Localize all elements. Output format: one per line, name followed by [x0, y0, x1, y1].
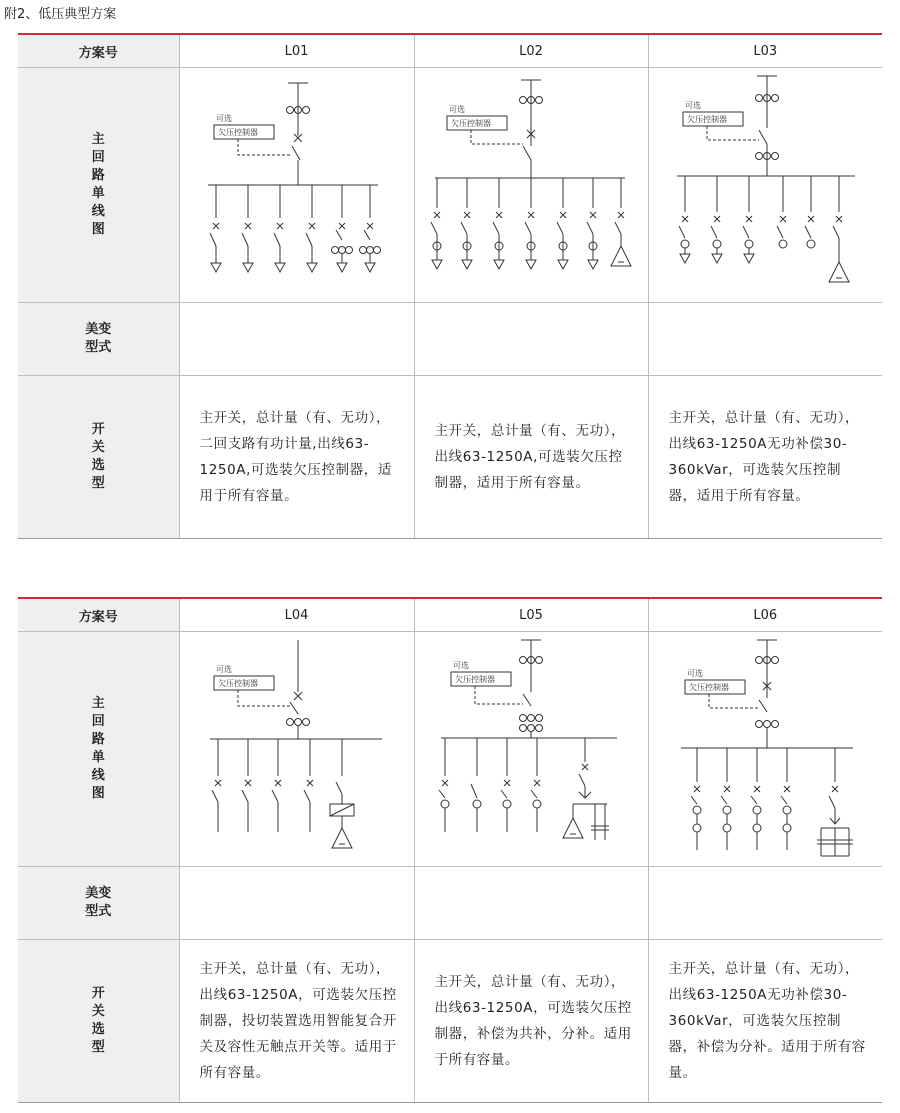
scheme-id: L06: [648, 598, 882, 632]
controller-text: 欠压控制器: [454, 675, 495, 684]
wiring-diagram-L05: [415, 632, 649, 866]
feeder-group: [431, 178, 631, 269]
feeder-group: [439, 738, 609, 840]
header-row: [18, 34, 882, 68]
scheme-description: 主开关，总计量（有、无功），二回支路有功计量,出线63-1250A,可选装欠压控制器，适用于所有容量。: [199, 410, 392, 504]
optional-text: 可选: [448, 105, 465, 114]
diagram-row: [18, 68, 882, 303]
optional-text: 可选: [686, 669, 703, 678]
wiring-diagram-L06: [649, 632, 883, 866]
header-row: [18, 598, 882, 632]
scheme-id: L03: [648, 34, 882, 68]
optional-text: 可选: [215, 114, 232, 123]
scheme-id: L01: [179, 34, 414, 68]
scheme-description: 主开关，总计量（有、无功），出线63-1250A,可选装欠压控制器，适用于所有容量。: [434, 423, 626, 491]
scheme-no-label: 方案号: [18, 598, 179, 632]
beauty-cell-L01: [179, 303, 414, 376]
feeder-group: [679, 176, 849, 282]
optional-text: 可选: [452, 661, 469, 670]
optional-text: 可选: [215, 665, 232, 674]
switch-row: [18, 376, 882, 539]
scheme-description: 主开关，总计量（有、无功），出线63-1250A，可选装欠压控制器，投切装置选用智能复合开关及容性无触点开关等。适用于所有容量。: [199, 961, 397, 1081]
switch-select-label: 开关选型: [91, 986, 105, 1055]
controller-text: 欠压控制器: [450, 119, 491, 128]
optional-text: 可选: [684, 101, 701, 110]
scheme-id: L02: [414, 34, 648, 68]
controller-text: 欠压控制器: [686, 115, 727, 124]
main-circuit-label: 主回路单线图: [91, 132, 105, 237]
beauty-type-label: 美变型式: [85, 322, 112, 355]
wiring-diagram-L02: [415, 68, 649, 302]
scheme-id: L04: [179, 598, 414, 632]
beauty-cell-L06: [648, 867, 882, 940]
switch-row: [18, 940, 882, 1103]
beauty-row: [18, 303, 882, 376]
scheme-description: 主开关，总计量（有、无功），出线63-1250A无功补偿30-360kVar，可选装欠压控制器，适用于所有容量。: [668, 410, 860, 504]
beauty-cell-L05: [414, 867, 648, 940]
scheme-no-label: 方案号: [18, 34, 179, 68]
scheme-table-2: [18, 597, 882, 1103]
beauty-cell-L02: [414, 303, 648, 376]
controller-text: 欠压控制器: [688, 683, 729, 692]
scheme-description: 主开关，总计量（有、无功），出线63-1250A无功补偿30-360kVar，可选装欠压控制器，补偿为分补。适用于所有容量。: [668, 961, 866, 1081]
wiring-diagram-L04: [180, 632, 414, 866]
scheme-table-1: [18, 33, 882, 539]
beauty-cell-L03: [648, 303, 882, 376]
feeder-group: [210, 185, 381, 272]
wiring-diagram-L01: [180, 68, 414, 302]
switch-select-label: 开关选型: [91, 422, 105, 491]
main-circuit-label: 主回路单线图: [91, 696, 105, 801]
feeder-group: [691, 748, 853, 856]
scheme-description: 主开关，总计量（有、无功），出线63-1250A，可选装欠压控制器，补偿为共补，分补。适用于所有容量。: [434, 974, 632, 1068]
feeder-group: [212, 739, 354, 848]
controller-text: 欠压控制器: [217, 128, 258, 137]
beauty-row: [18, 867, 882, 940]
beauty-cell-L04: [179, 867, 414, 940]
scheme-id: L05: [414, 598, 648, 632]
wiring-diagram-L03: [649, 68, 883, 302]
beauty-type-label: 美变型式: [85, 886, 112, 919]
diagram-row: [18, 632, 882, 867]
controller-text: 欠压控制器: [217, 679, 258, 688]
page-title: 附2、低压典型方案: [4, 7, 117, 22]
